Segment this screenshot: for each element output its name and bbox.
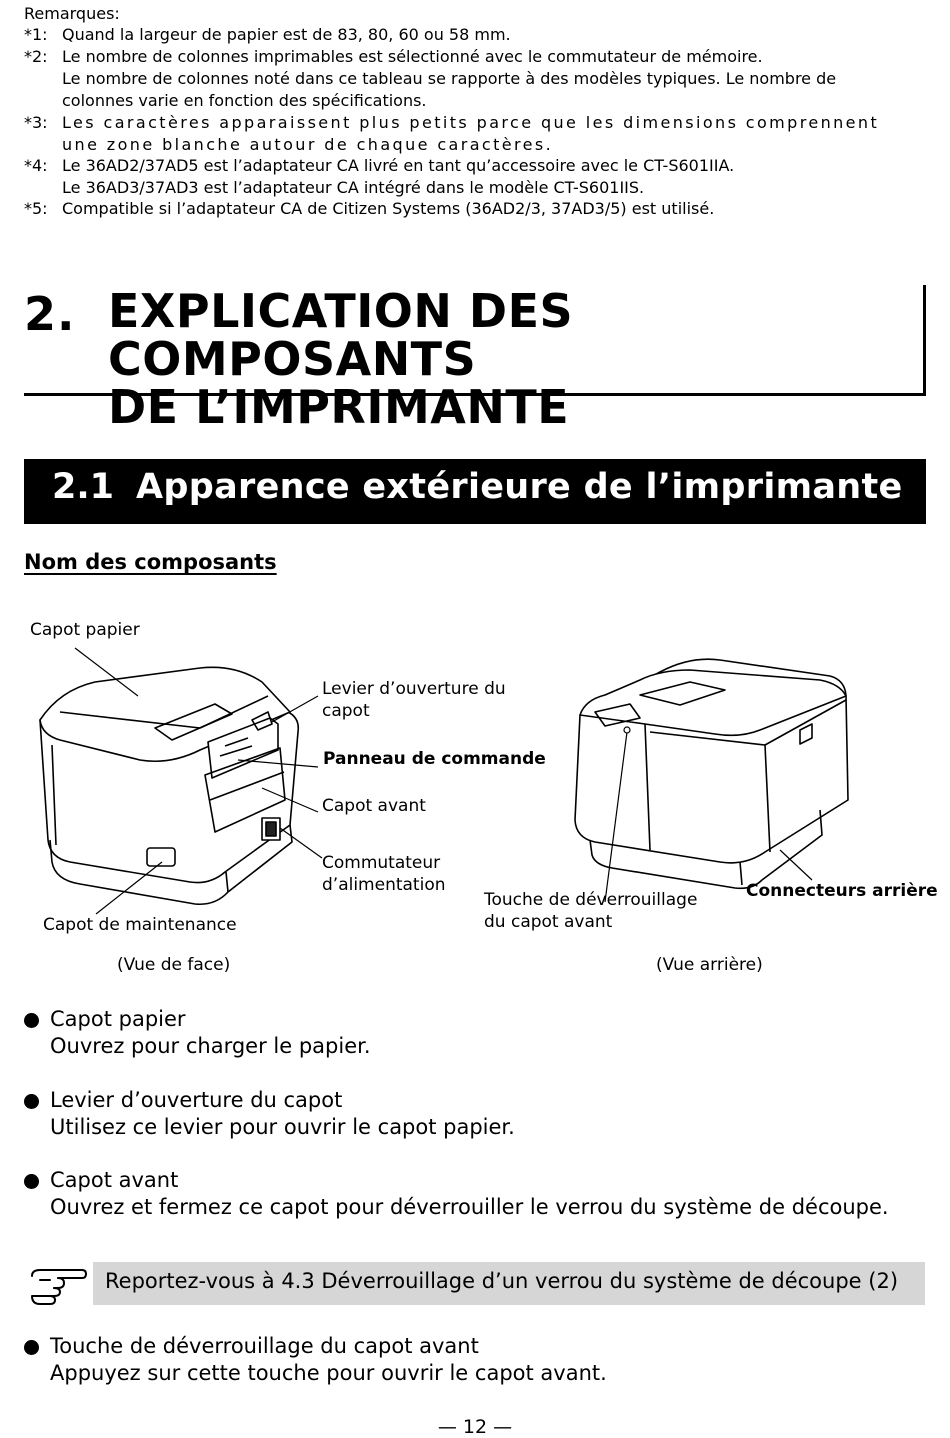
chapter-number: 2.: [24, 287, 76, 341]
bullet-dot: [24, 1340, 39, 1355]
bullet-capot-avant: [24, 1167, 889, 1221]
bullet-touche: [24, 1333, 607, 1387]
bullet-title: Capot avant: [50, 1168, 179, 1192]
note-mark: *4:: [24, 156, 48, 175]
note-mark: *2:: [24, 47, 48, 66]
label-connecteurs: Connecteurs arrière: [746, 881, 938, 901]
reference-box: [93, 1262, 925, 1305]
bullet-desc: Ouvrez et fermez ce capot pour déverrouiller le verrou du système de découpe.: [50, 1195, 889, 1219]
chapter-title: [108, 284, 923, 434]
label-commutateur: [322, 852, 446, 896]
bullet-desc: Appuyez sur cette touche pour ouvrir le capot avant.: [50, 1361, 607, 1385]
note-text: une zone blanche autour de chaque caractères.: [62, 135, 554, 154]
note-text: Le 36AD2/37AD5 est l’adaptateur CA livré en tant qu’accessoire avec le CT-S601IIA.: [62, 156, 735, 175]
label-levier: [322, 678, 506, 722]
label-capot-avant: Capot avant: [322, 796, 426, 816]
bullet-title: Levier d’ouverture du capot: [50, 1088, 343, 1112]
pointing-hand-icon: [28, 1262, 88, 1306]
notes-title: Remarques:: [24, 4, 120, 23]
note-1: [24, 24, 930, 46]
note-2: [24, 46, 930, 112]
label-commutateur-line-2: d’alimentation: [322, 875, 446, 895]
caption-rear: (Vue arrière): [656, 955, 763, 975]
label-commutateur-line-1: Commutateur: [322, 853, 441, 873]
note-text: Le nombre de colonnes noté dans ce tableau se rapporte à des modèles typiques. Le nombre de: [62, 69, 837, 88]
note-text: Le 36AD3/37AD3 est l’adaptateur CA intégré dans le modèle CT-S601IIS.: [62, 178, 645, 197]
bullet-dot: [24, 1013, 39, 1028]
chapter-title-line-1: EXPLICATION DES COMPOSANTS: [108, 284, 574, 386]
caption-front: (Vue de face): [117, 955, 231, 975]
label-touche-line-2: du capot avant: [484, 912, 613, 932]
bullet-desc: Utilisez ce levier pour ouvrir le capot papier.: [50, 1115, 515, 1139]
bullet-desc: Ouvrez pour charger le papier.: [50, 1034, 371, 1058]
page-number: — 12 —: [437, 1416, 513, 1438]
note-5: [24, 198, 930, 220]
chapter-heading: [24, 284, 926, 434]
label-touche-line-1: Touche de déverrouillage: [484, 890, 698, 910]
chapter-title-line-2: DE L’IMPRIMANTE: [108, 380, 570, 434]
section-heading: [24, 459, 926, 524]
bullet-capot-papier: [24, 1006, 371, 1060]
label-levier-line-2: capot: [322, 701, 370, 721]
note-text: Les caractères apparaissent plus petits parce que les dimensions comprennent: [62, 113, 880, 132]
note-text: Quand la largeur de papier est de 83, 80, 60 ou 58 mm.: [62, 25, 511, 44]
bullet-levier: [24, 1087, 515, 1141]
section-title: Apparence extérieure de l’imprimante: [136, 467, 903, 507]
section-number: 2.1: [52, 467, 115, 507]
label-levier-line-1: Levier d’ouverture du: [322, 679, 506, 699]
note-mark: *5:: [24, 199, 48, 218]
note-mark: *3:: [24, 113, 48, 132]
bullet-title: Touche de déverrouillage du capot avant: [50, 1334, 479, 1358]
note-text: Le nombre de colonnes imprimables est sélectionné avec le commutateur de mémoire.: [62, 47, 763, 66]
label-capot-maintenance: Capot de maintenance: [43, 915, 237, 935]
note-text: colonnes varie en fonction des spécifications.: [62, 91, 427, 110]
front-view-printer: [40, 667, 298, 904]
note-3: [24, 112, 930, 156]
note-text: Compatible si l’adaptateur CA de Citizen Systems (36AD2/3, 37AD3/5) est utilisé.: [62, 199, 715, 218]
label-capot-papier: Capot papier: [30, 620, 140, 640]
bullet-dot: [24, 1174, 39, 1189]
subheading: Nom des composants: [24, 550, 277, 574]
bullet-title: Capot papier: [50, 1007, 186, 1031]
note-mark: *1:: [24, 25, 48, 44]
bullet-dot: [24, 1094, 39, 1109]
label-panneau: Panneau de commande: [323, 749, 546, 769]
reference-text: Reportez-vous à 4.3 Déverrouillage d’un verrou du système de découpe (2): [105, 1269, 899, 1293]
label-touche: [484, 889, 697, 933]
note-4: [24, 155, 930, 199]
rear-view-printer: [575, 659, 848, 888]
